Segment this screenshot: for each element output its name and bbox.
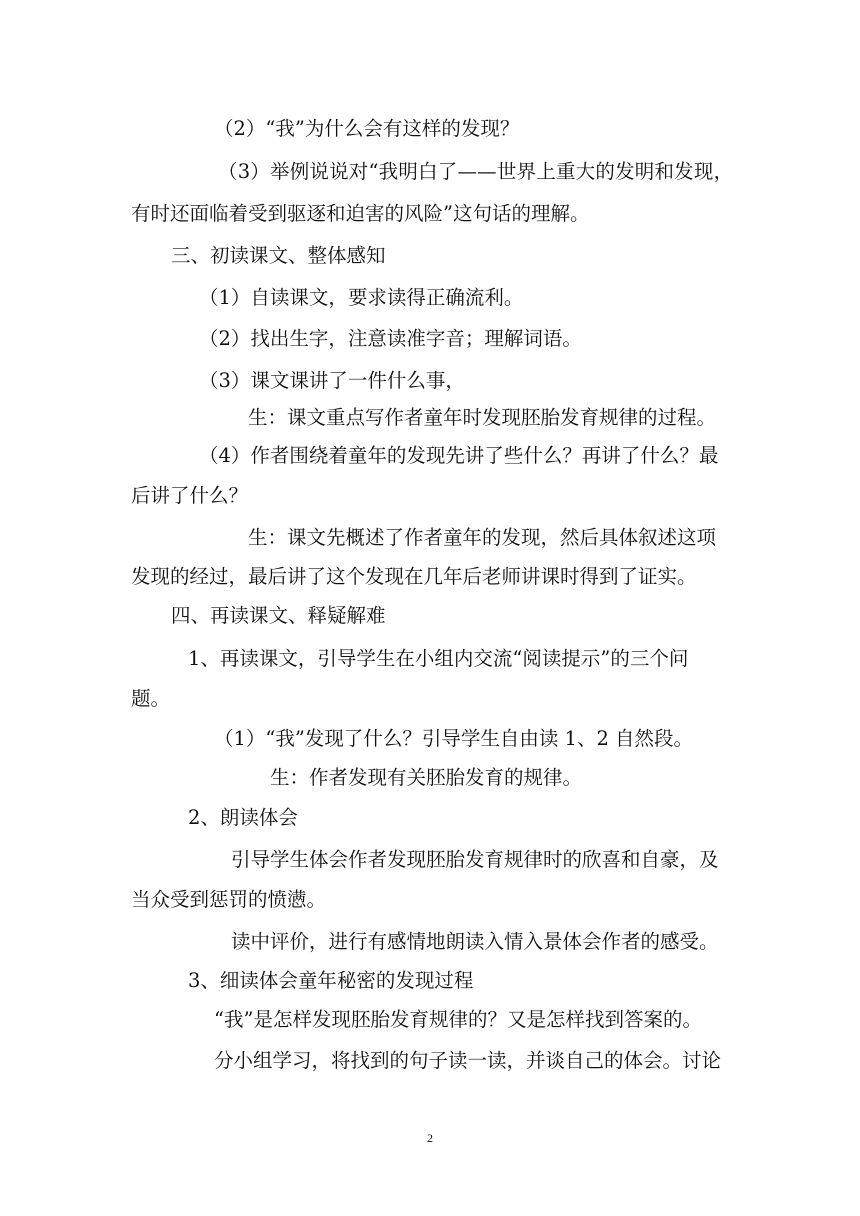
text-line: 后讲了什么？: [131, 484, 249, 507]
text-line: （4）作者围绕着童年的发现先讲了些什么？再讲了什么？最: [199, 444, 719, 467]
text-line: （1）自读课文，要求读得正确流利。: [199, 286, 524, 309]
text-line: （3）课文课讲了一件什么事，: [199, 369, 465, 392]
text-line: 当众受到惩罚的愤懑。: [131, 888, 327, 911]
text-line: 发现的经过，最后讲了这个发现在几年后老师讲课时得到了证实。: [131, 565, 697, 588]
text-line: 2、朗读体会: [188, 806, 298, 829]
text-line: 3、细读体会童年秘密的发现过程: [188, 969, 474, 992]
text-line: （2）找出生字，注意读准字音；理解词语。: [199, 327, 582, 350]
text-line: “我”是怎样发现胚胎发育规律的？又是怎样找到答案的。: [214, 1008, 702, 1031]
text-line: （1）“我”发现了什么？引导学生自由读 1、2 自然段。: [214, 727, 694, 750]
text-line: 有时还面临着受到驱逐和迫害的风险”这句话的理解。: [131, 202, 590, 225]
section-heading: 三、初读课文、整体感知: [171, 244, 386, 267]
text-line: 1、再读课文，引导学生在小组内交流“阅读提示”的三个问: [188, 647, 689, 670]
text-line: 分小组学习，将找到的句子读一读，并谈自己的体会。讨论: [214, 1049, 722, 1072]
text-line: 题。: [131, 687, 171, 710]
text-line: 生：作者发现有关胚胎发育的规律。: [270, 766, 583, 789]
text-line: （3）举例说说对“我明白了——世界上重大的发明和发现，: [218, 160, 734, 183]
text-line: 引导学生体会作者发现胚胎发育规律时的欣喜和自豪，及: [231, 848, 719, 871]
section-heading: 四、再读课文、释疑解难: [171, 604, 386, 627]
page-number: 2: [427, 1131, 433, 1145]
text-line: 生：课文先概述了作者童年的发现，然后具体叙述这项: [248, 526, 717, 549]
text-line: 读中评价，进行有感情地朗读入情入景体会作者的感受。: [231, 930, 719, 953]
text-line: （2）“我”为什么会有这样的发现？: [214, 117, 520, 140]
text-line: 生：课文重点写作者童年时发现胚胎发育规律的过程。: [248, 406, 717, 429]
